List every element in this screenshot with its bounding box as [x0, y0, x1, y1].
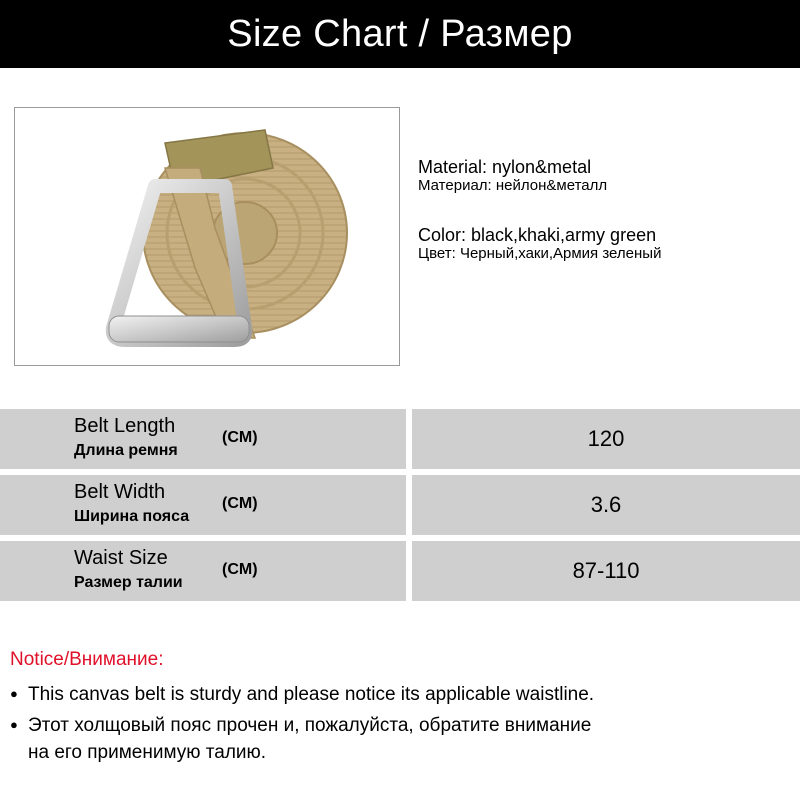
row-unit: (CM) — [222, 561, 258, 578]
row-value: 87-110 — [412, 541, 800, 601]
header-bar — [0, 0, 800, 68]
row-label-ru: Размер талии — [74, 574, 183, 591]
row-unit: (CM) — [222, 495, 258, 512]
page-title: Size Chart / Размер — [227, 12, 573, 55]
row-label: Belt Width — [74, 481, 166, 503]
material-label: Material: nylon&metal — [418, 157, 592, 177]
belt-image — [15, 108, 400, 366]
table-row — [0, 475, 800, 535]
material-label-ru: Материал: нейлон&металл — [418, 177, 608, 194]
bullet-icon: ● — [10, 686, 18, 701]
row-label: Waist Size — [74, 547, 168, 569]
table-row — [0, 409, 800, 469]
product-photo — [14, 107, 400, 366]
table-row — [0, 541, 800, 601]
row-label: Belt Length — [74, 415, 176, 437]
color-label-ru: Цвет: Черный,хаки,Армия зеленый — [418, 245, 662, 262]
row-value: 3.6 — [412, 475, 800, 535]
row-value: 120 — [412, 409, 800, 469]
row-label-cell — [0, 541, 406, 601]
row-label-ru: Ширина пояса — [74, 508, 190, 525]
bullet-icon: ● — [10, 717, 18, 732]
color-spec — [418, 225, 661, 263]
row-label-cell — [0, 475, 406, 535]
notice-text-ru-line2: на его применимую талию. — [28, 742, 267, 763]
notice-title: Notice/Внимание: — [10, 649, 164, 670]
notice-item-ru — [10, 711, 795, 766]
material-spec — [418, 157, 607, 195]
notice-item-en — [10, 680, 795, 708]
row-label-ru: Длина ремня — [74, 442, 178, 459]
color-label: Color: black,khaki,army green — [418, 225, 657, 245]
row-label-cell — [0, 409, 406, 469]
notice-text-ru-line1: Этот холщовый пояс прочен и, пожалуйста, обратите внимание — [28, 715, 592, 736]
notice-text-en: This canvas belt is sturdy and please notice its applicable waistline. — [28, 684, 595, 705]
row-unit: (CM) — [222, 429, 258, 446]
